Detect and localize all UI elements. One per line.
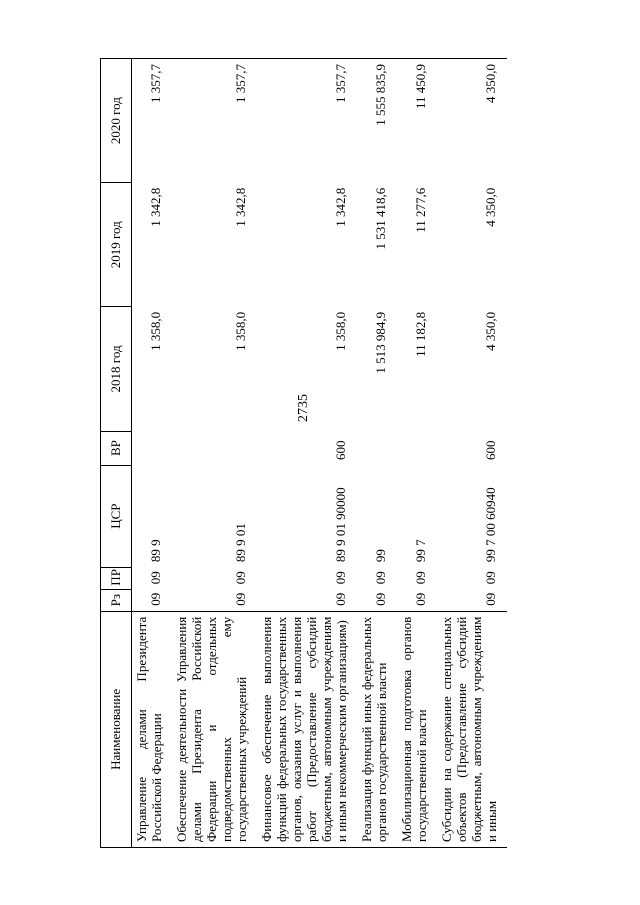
page-number: 2735 xyxy=(296,394,311,422)
row-2020: 11 450,9 xyxy=(397,59,437,183)
row-name: Обеспечение деятельности Управления делами Президента Российской Федерации и отдельных подведомственных ему государственных учреждений xyxy=(172,611,257,847)
header-pr: ПР xyxy=(101,567,132,589)
row-2018: 1 358,0 xyxy=(148,311,163,351)
row-name: Мобилизационная подготовка органов государственной власти xyxy=(397,611,437,847)
row-2020: 1 357,7 xyxy=(132,59,173,183)
row-2018: 1 358,0 xyxy=(333,311,348,351)
row-rz: 09 xyxy=(373,592,388,606)
row-rz: 09 xyxy=(148,592,163,606)
row-vr: 600 xyxy=(333,440,348,461)
row-2019: 1 342,8 xyxy=(233,187,248,227)
header-vr: ВР xyxy=(101,431,132,465)
row-pr: 09 xyxy=(373,571,388,585)
row-rz: 09 xyxy=(233,592,248,606)
row-2020: 4 350,0 xyxy=(437,59,507,183)
row-2019: 1 342,8 xyxy=(148,187,163,227)
header-2020: 2020 год xyxy=(101,59,132,183)
row-rz: 09 xyxy=(333,592,348,606)
row-csr: 89 9 xyxy=(148,539,163,563)
row-pr: 09 xyxy=(483,571,498,585)
row-name: Финансовое обеспечение выполнения функций федеральных государственных органов, оказания услуг и выполнения работ (Предоставление субсидий бюджетным, автономным учреждениям и иным некоммерческим организациям) xyxy=(257,611,357,847)
row-csr: 89 9 01 90000 xyxy=(333,487,348,563)
row-name: Реализация функций иных федеральных органов государственной власти xyxy=(357,611,397,847)
row-csr: 99 7 xyxy=(413,539,428,563)
table-row xyxy=(172,59,257,848)
row-pr: 09 xyxy=(148,571,163,585)
row-2019: 1 342,8 xyxy=(333,187,348,227)
table-row xyxy=(257,59,357,848)
row-csr: 89 9 01 xyxy=(233,523,248,563)
row-2018: 11 182,8 xyxy=(413,311,428,357)
header-rz: Рз xyxy=(101,589,132,611)
table-row xyxy=(397,59,437,848)
header-csr: ЦСР xyxy=(101,465,132,567)
row-csr: 99 7 00 60940 xyxy=(483,487,498,563)
table-row xyxy=(357,59,397,848)
row-2019: 11 277,6 xyxy=(413,187,428,233)
table-row xyxy=(437,59,507,848)
row-vr xyxy=(357,431,397,465)
budget-table xyxy=(100,58,507,848)
row-name: Субсидии на содержание специальных объектов (Предоставление субсидий бюджетным, автономным учреждениям и иным xyxy=(437,611,507,847)
row-pr: 09 xyxy=(413,571,428,585)
header-name: Наименование xyxy=(101,611,132,847)
table-header-row xyxy=(101,59,132,848)
row-2019: 1 531 418,6 xyxy=(373,187,388,250)
header-2019: 2019 год xyxy=(101,183,132,307)
row-pr: 09 xyxy=(333,571,348,585)
row-2018: 1 358,0 xyxy=(233,311,248,351)
row-2019: 4 350,0 xyxy=(483,187,498,227)
row-vr xyxy=(397,431,437,465)
row-2020: 1 357,7 xyxy=(172,59,257,183)
rotated-page-content xyxy=(100,58,640,848)
table-row xyxy=(132,59,173,848)
row-vr xyxy=(172,431,257,465)
row-2020: 1 555 835,9 xyxy=(357,59,397,183)
row-2018: 4 350,0 xyxy=(483,311,498,351)
row-vr xyxy=(132,431,173,465)
row-vr: 600 xyxy=(483,440,498,461)
row-pr: 09 xyxy=(233,571,248,585)
row-csr: 99 xyxy=(373,549,388,563)
row-rz: 09 xyxy=(413,592,428,606)
row-name: Управление делами Президента Российской Федерации xyxy=(132,611,173,847)
row-2018: 1 513 984,9 xyxy=(373,311,388,374)
row-2020: 1 357,7 xyxy=(257,59,357,183)
row-rz: 09 xyxy=(483,592,498,606)
header-2018: 2018 год xyxy=(101,307,132,431)
